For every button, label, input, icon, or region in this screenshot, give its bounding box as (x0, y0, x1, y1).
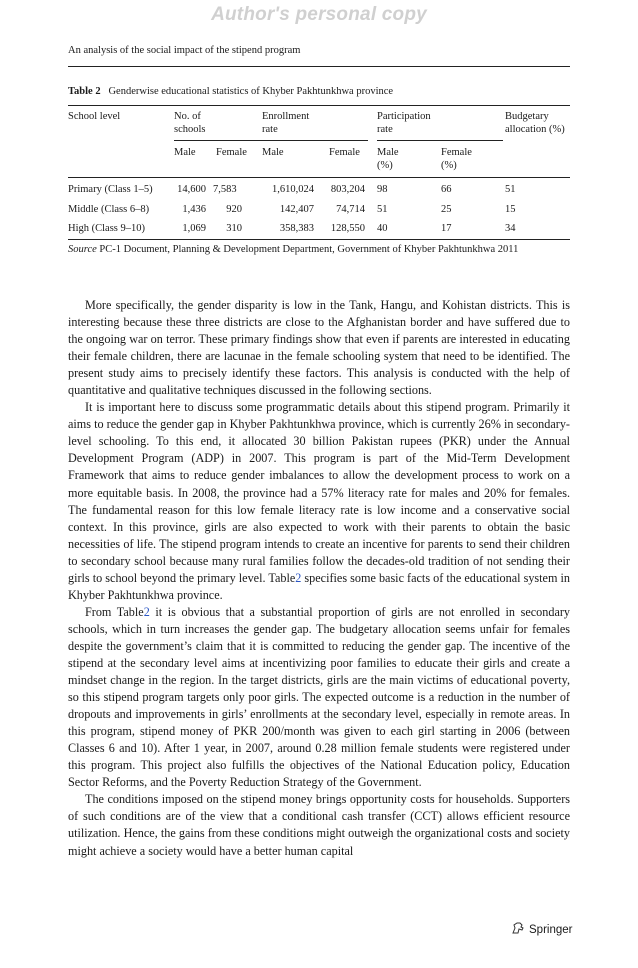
row-middle-enr-male: 142,407 (279, 204, 314, 215)
table-caption (68, 86, 393, 97)
paragraph-4: The conditions imposed on the stipend money brings opportunity costs for households. Supporters of such conditions are of the view that a conditional cash transfer (CCT) allows efficient resource utilization. Hence, the gains from these conditions might outweigh the organizational costs and society might achieve a society would have a better human capital (68, 792, 570, 858)
table-label: Table 2 (68, 86, 101, 97)
table-bottom-rule (68, 239, 570, 240)
publisher-footer (511, 921, 572, 938)
th-allocation: allocation (%) (505, 124, 565, 135)
paragraph-1: More specifically, the gender disparity is low in the Tank, Hangu, and Kohistan districts. This is interesting because these three districts are close to the Afghanistan border and have suffered due to the ongoing war on terror. These primary findings show that even if parents are interested in educating their female children, there are lacunae in the female schooling system that need to be identified. The present study aims to precisely identify these factors. This analysis is conducted with the help of quantitative and qualitative techniques discussed in the following sections. (68, 298, 570, 398)
source-label: Source (68, 244, 97, 255)
row-primary-sch-female: 7,583 (213, 184, 237, 195)
th-sch-female: Female (216, 147, 247, 158)
row-high-par-female: 17 (441, 223, 452, 234)
body-text (68, 297, 570, 860)
th-participation-rate: rate (377, 124, 393, 135)
paragraph-2-text: It is important here to discuss some programmatic details about this stipend program. Primarily it aims to reduce the gender gap in Khyber Pakhtunkhwa province, which is currently 26% in secondary-level schooling. To this end, it allocated 30 billion Pakistan rupees (PKR) under the Annual Development Program (ADP) in 2007. This program is part of the Mid-Term Development Framework that aims to reduce gender imbalances to allow the development process to work on a more equitable basis. In 2008, the province had a 57% literacy rate for males and 20% for females. The fundamental reason for this low female literacy rate is low income and a conservative social context. In this province, girls are also expected to work with their parents to obtain the basic necessities of life. The stipend program intends to create an incentive for parents to send their children to secondary school because many rural families follow the decades-old tradition of not sending their girls to school beyond the primary level. Table (68, 400, 570, 585)
row-high-budget: 34 (505, 223, 516, 234)
row-middle-sch-male: 1,436 (182, 204, 206, 215)
th-enr-male: Male (262, 147, 284, 158)
enrollment-subrule (262, 140, 368, 141)
springer-horse-icon (511, 921, 525, 938)
header-rule (68, 66, 570, 67)
paragraph-3-lead: From Table (85, 604, 144, 619)
paragraph-2 (68, 399, 570, 604)
table-header-rule (68, 177, 570, 178)
row-primary-sch-male: 14,600 (177, 184, 206, 195)
row-high-sch-female: 310 (226, 223, 242, 234)
th-budgetary: Budgetary (505, 111, 549, 122)
row-middle-level: Middle (Class 6–8) (68, 204, 150, 215)
row-primary-level: Primary (Class 1–5) (68, 184, 153, 195)
table-top-rule (68, 105, 570, 106)
paragraph-2-cont: specifies some basic facts of the educational system in Khyber Pakhtunkhwa province. (68, 570, 570, 602)
th-enrollment-rate: rate (262, 124, 278, 135)
schools-subrule (174, 140, 264, 141)
publisher-name: Springer (529, 923, 573, 936)
table-source (68, 244, 570, 255)
paragraph-3 (68, 604, 570, 792)
row-high-level: High (Class 9–10) (68, 223, 145, 234)
participation-subrule (377, 140, 503, 141)
row-middle-budget: 15 (505, 204, 516, 215)
table-caption-text: Genderwise educational statistics of Khyber Pakhtunkhwa province (108, 86, 394, 97)
paragraph-3-text: it is obvious that a substantial proportion of girls are not enrolled in secondary schools, which in turn increases the gender gap. The budgetary allocation seems unfair for females despite the government’s claim that it is committed to reducing the gender gap. The incentive of the stipend at the secondary level aims at incentivizing poor families to educate their girls and create a mindset change in the region. In the target districts, girls are the main victims of educational poverty, so this stipend program targets only poor girls. The expected outcome is a reduction in the number of dropouts and improvements in girls’ enrollments at the secondary level, especially in remote areas. In this program, stipend money of PKR 200/month was given to each girl starting in 2006 (between Classes 6 and 10). After 1 year, in 2007, around 0.28 million female students were registered under this program. This project also fulfills the objectives of the National Education policy, Education Sector Reforms, and the Poverty Reduction Strategy of the Government. (68, 604, 571, 790)
th-no-of: No. of (174, 111, 201, 122)
row-primary-par-male: 98 (377, 184, 388, 195)
row-primary-enr-female: 803,204 (330, 184, 365, 195)
row-middle-par-male: 51 (377, 204, 388, 215)
row-middle-par-female: 25 (441, 204, 452, 215)
th-school-level: School level (68, 111, 121, 122)
watermark: Author's personal copy (211, 4, 427, 25)
row-high-sch-male: 1,069 (182, 223, 206, 234)
th-par-male: Male (377, 147, 399, 158)
table-2-link[interactable]: 2 (143, 604, 150, 619)
running-head: An analysis of the social impact of the stipend program (68, 45, 301, 56)
th-participation: Participation (377, 111, 431, 122)
th-sch-male: Male (174, 147, 196, 158)
row-middle-enr-female: 74,714 (336, 204, 365, 215)
row-primary-par-female: 66 (441, 184, 452, 195)
th-enr-female: Female (329, 147, 360, 158)
row-primary-budget: 51 (505, 184, 516, 195)
row-high-par-male: 40 (377, 223, 388, 234)
table-2-link[interactable]: 2 (295, 570, 302, 585)
th-par-female-pct: (%) (441, 160, 457, 171)
th-schools: schools (174, 124, 206, 135)
source-text: PC-1 Document, Planning & Development Department, Government of Khyber Pakhtunkhwa 2011 (99, 244, 519, 255)
row-primary-enr-male: 1,610,024 (272, 184, 314, 195)
th-par-male-pct: (%) (377, 160, 393, 171)
th-par-female: Female (441, 147, 472, 158)
row-high-enr-female: 128,550 (330, 223, 365, 234)
row-high-enr-male: 358,383 (279, 223, 314, 234)
th-enrollment: Enrollment (262, 111, 310, 122)
row-middle-sch-female: 920 (226, 204, 242, 215)
